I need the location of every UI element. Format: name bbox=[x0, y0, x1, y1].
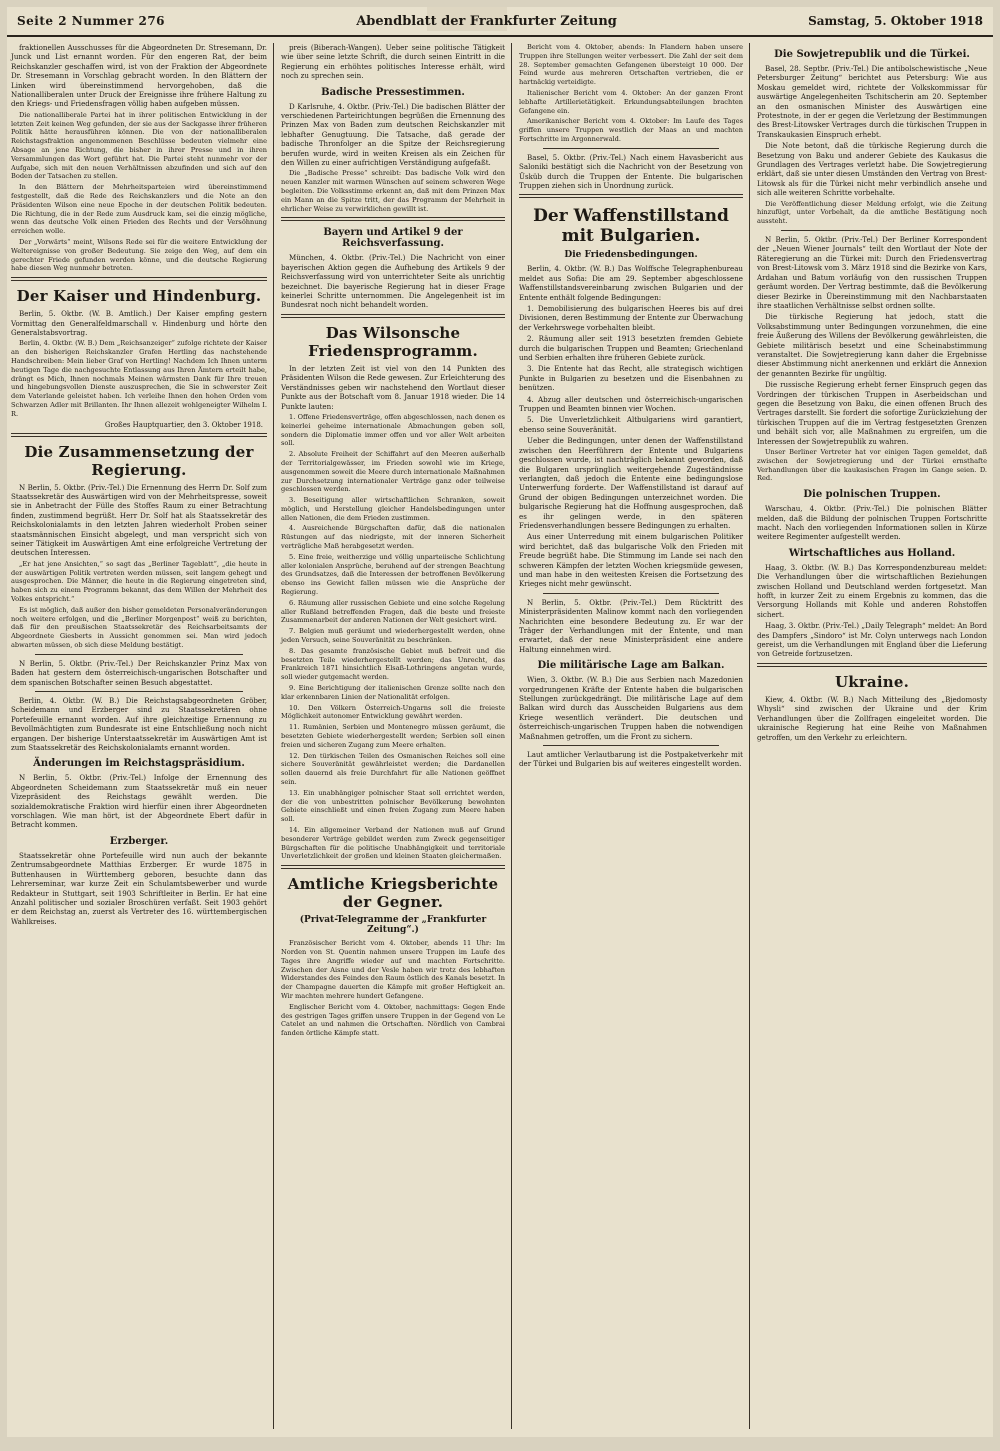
article-paragraph: Es ist möglich, daß außer den bisher gemeldeten Personalveränderungen noch weitere erfolgen, und die „Berliner Morgenpost“ weiß zu berichten, daß für den preußischen Staatssekretär des Reichsarbeitsamts der Abgeordnete Giesberts in Aussicht genommen sei. Man wird jedoch abwarten müssen, ob sich diese Meldung bestätigt. bbox=[11, 605, 267, 649]
article-paragraph: Der „Vorwärts“ meint, Wilsons Rede sei für die weitere Entwicklung der Weltereignisse von großer Bedeutung. Sie zeige den Weg, auf dem ein gerechter Friede gefunden werden könne, und die deutsche Regierung habe diesen Weg nunmehr betreten. bbox=[11, 238, 267, 273]
wilson-point: 11. Rumänien, Serbien und Montenegro müssen geräumt, die besetzten Gebiete wiederhergestellt werden; Serbien soll einen freien und sicheren Zugang zum Meere erhalten. bbox=[281, 723, 505, 749]
section-divider bbox=[11, 433, 267, 437]
wilson-point: 10. Den Völkern Österreich-Ungarns soll die freieste Möglichkeit autonomer Entwicklung gewährt werden. bbox=[281, 703, 505, 721]
short-rule bbox=[543, 745, 719, 746]
article-paragraph: Die Note betont, daß die türkische Regierung durch die Besetzung von Baku und anderer Gebiete des Kaukasus die Grundlagen des Vertrages verletzt habe. Die Sowjetregierung erklärt, daß sie unter diesen Umständen den Vertrag von Brest-Litowsk als für die Türkei nicht mehr verbindlich ansehe und sich alle weiteren Schritte vorbehalte. bbox=[757, 141, 988, 198]
wilson-point: 14. Ein allgemeiner Verband der Nationen muß auf Grund besonderer Verträge gebildet werden zum Zweck gegenseitiger Bürgschaften für die politische Unabhängigkeit und territoriale Unverletzlichkeit der großen und kleinen Staaten gleichermaßen. bbox=[281, 825, 505, 861]
article-paragraph: Ueber die Bedingungen, unter denen der Waffenstillstand zwischen den Heerführern der Entente und Bulgariens geschlossen wurde, ist nachträglich bekannt geworden, daß die Bulgaren ursprünglich weitergehende Zugeständnisse verlangten, daß jedoch die Entente eine bedingungslose Unterwerfung forderte. Der Waffenstillstand ist darauf auf Grund der obigen Bedingungen unterzeichnet worden. Die bulgarische Regierung hat die Hoffnung ausgesprochen, daß es ihr gelingen werde, in den späteren Friedensverhandlungen bessere Bedingungen zu erhalten. bbox=[519, 436, 743, 530]
wilson-point: 8. Das gesamte französische Gebiet muß befreit und die besetzten Teile wiederhergestellt werden; das Unrecht, das Frankreich 1871 hinsichtlich Elsaß-Lothringens angetan wurde, soll wieder gutgemacht werden. bbox=[281, 646, 505, 682]
wilson-point: 2. Absolute Freiheit der Schiffahrt auf den Meeren außerhalb der Territorialgewässer, im Frieden sowohl wie im Kriege, ausgenommen soweit die Meere durch internationale Maßnahmen zur Durchsetzung internationaler Verträge ganz oder teilweise geschlossen werden. bbox=[281, 450, 505, 494]
issue-date: Samstag, 5. Oktober 1918 bbox=[808, 14, 983, 28]
article-paragraph: D Karlsruhe, 4. Oktbr. (Priv.-Tel.) Die badischen Blätter der verschiedenen Parteirichtungen begrüßen die Ernennung des Prinzen Max von Baden zum deutschen Reichskanzler mit lebhafter Genugtuung. Die Tatsache, daß gerade der badische Thronfolger an die Spitze der Reichsregierung berufen wurde, wird in weiten Kreisen als ein Zeichen für den Willen zu einer aufrichtigen Verständigung aufgefaßt. bbox=[281, 101, 505, 168]
article-paragraph: Basel, 5. Oktbr. (Priv.-Tel.) Nach einem Havasbericht aus Saloniki bestätigt sich die Nachricht von der Besetzung von Üsküb durch die Truppen der Entente. Die bulgarischen Truppen ziehen sich in Unordnung zurück. bbox=[519, 152, 743, 190]
article-paragraph: Berlin, 4. Oktbr. (W. B.) Dem „Reichsanzeiger“ zufolge richtete der Kaiser an den bisherigen Reichskanzler Grafen Hertling das nachstehende Handschreiben: Mein lieber Graf von Hertling! Nachdem Ich Ihnen unterm heutigen Tage die nachgesuchte Entlassung aus Ihren Ämtern erteilt habe, drängt es Mich, Ihnen nochmals Meinen wärmsten Dank für Ihre treuen und hingebungsvollen Dienste auszusprechen, die Sie in schwerster Zeit dem Vaterlande geleistet haben. Ich verleihe Ihnen den hohen Orden vom Schwarzen Adler mit Brillanten. Ihr Ihnen allezeit wohlgeneigter Wilhelm I. R. bbox=[11, 339, 267, 418]
column-4 bbox=[753, 43, 991, 1429]
condition-item: 4. Abzug aller deutschen und österreichisch-ungarischen Truppen und Beamten binnen vier Wochen. bbox=[519, 394, 743, 414]
article-paragraph: Amerikanischer Bericht vom 4. Oktober: Im Laufe des Tages griffen unsere Truppen westlich der Maas an und machten Fortschritte im Argonnerwald. bbox=[519, 117, 743, 143]
headline-reichstagspraesidium: Änderungen im Reichstagspräsidium. bbox=[33, 758, 245, 770]
headline-badische-presse: Badische Pressestimmen. bbox=[321, 86, 465, 98]
section-divider bbox=[281, 865, 505, 869]
headline-bayern: Bayern und Artikel 9 der Reichsverfassung. bbox=[323, 227, 463, 250]
headline-balkan: Die militärische Lage am Balkan. bbox=[537, 660, 725, 672]
article-paragraph: Wien, 3. Oktbr. (W. B.) Die aus Serbien nach Mazedonien vorgedrungenen Kräfte der Entente haben die bulgarischen Stellungen zurückgedrängt. Die militärische Lage auf dem Balkan wird durch das Ausscheiden Bulgariens aus dem Kriege wesentlich verändert. Die deutschen und österreichisch-ungarischen Truppen haben die notwendigen Maßnahmen getroffen, um die Front zu sichern. bbox=[519, 675, 743, 741]
article-paragraph: Französischer Bericht vom 4. Oktober, abends 11 Uhr: Im Norden von St. Quentin nahmen unsere Truppen im Laufe des Tages ihre Angriffe wieder auf und machten Fortschritte. Zwischen der Aisne und der Vesle haben wir trotz des lebhaften Widerstandes des Feindes den Raum östlich des Kanals besetzt. In der Champagne dauerten die Kämpfe mit großer Heftigkeit an. Wir machten mehrere hundert Gefangene. bbox=[281, 939, 505, 1000]
article-paragraph: Staatssekretär ohne Portefeuille wird nun auch der bekannte Zentrumsabgeordnete Matthias Erzberger. Er wurde 1875 in Buttenhausen in Württemberg geboren, besuchte dann das Lehrerseminar, war kurze Zeit ein Schulamtsbewerber und wurde Redakteur in Stuttgart, seit 1903 Schriftleiter in Berlin. Er hat eine Anzahl politischer und sozialer Broschüren verfaßt. Seit 1903 gehört er dem Reichstag an, zuerst als Vertreter des 16. württembergischen Wahlkreises. bbox=[11, 850, 267, 926]
article-paragraph: Laut amtlicher Verlautbarung ist die Postpaketverkehr mit der Türkei und Bulgarien bis auf weiteres eingestellt worden. bbox=[519, 750, 743, 769]
article-paragraph: Bericht vom 4. Oktober, abends: In Flandern haben unsere Truppen ihre Stellungen weiter verbessert. Die Zahl der seit dem 28. September gemachten Gefangenen übersteigt 10 000. Der Feind wurde aus mehreren Ortschaften vertrieben, die er hartnäckig verteidigte. bbox=[519, 43, 743, 87]
article-paragraph: Die „Badische Presse“ schreibt: Das badische Volk wird den neuen Kanzler mit warmen Wünschen auf seinem schweren Wege begleiten. Die Volksstimme erkennt an, daß mit dem Prinzen Max ein Mann an die Spitze tritt, der das Programm der Mehrheit in ehrlicher Weise zu verwirklichen gewillt ist. bbox=[281, 169, 505, 213]
article-paragraph: „Er hat jene Ansichten,“ so sagt das „Berliner Tageblatt“, „die heute in der auswärtigen Politik vertreten werden müssen, seit langem gehegt und ausgesprochen. Die Männer, die heute in die Regierung eingetreten sind, haben sich zu einem Programm bekannt, das dem Willen der Mehrheit des Volkes entspricht.“ bbox=[11, 559, 267, 604]
short-rule bbox=[35, 654, 243, 655]
section-divider bbox=[281, 217, 505, 221]
article-paragraph: N Berlin, 5. Oktbr. (Priv.-Tel.) Der Reichskanzler Prinz Max von Baden hat gestern dem österreichisch-ungarischen Botschafter und dem spanischen Botschafter seinen Besuch abgestattet. bbox=[11, 658, 267, 687]
condition-item: 3. Die Entente hat das Recht, alle strategisch wichtigen Punkte in Bulgarien zu besetzen und die Eisenbahnen zu benützen. bbox=[519, 364, 743, 393]
section-divider bbox=[519, 194, 743, 198]
wilson-point: 7. Belgien muß geräumt und wiederhergestellt werden, ohne jeden Versuch, seine Souveränität zu beschränken. bbox=[281, 627, 505, 645]
article-paragraph: N Berlin, 5. Oktbr. (Priv.-Tel.) Der Berliner Korrespondent der „Neuen Wiener Journals“ teilt den Wortlaut der Note der Räteregierung an die Türkei mit: Durch den Friedensvertrag von Brest-Litowsk vom 3. März 1918 sind die Bezirke von Kars, Ardahan und Batum vorläufig von den russischen Truppen geräumt worden. Der Vertrag bestimmte, daß die Bevölkerung dieser Bezirke in Übereinstimmung mit den Nachbarstaaten ihre staatlichen Verhältnisse selbst ordnen sollte. bbox=[757, 235, 987, 310]
short-rule bbox=[35, 691, 243, 692]
column-1 bbox=[7, 43, 271, 1429]
column-2 bbox=[277, 43, 509, 1429]
article-paragraph: Englischer Bericht vom 4. Oktober, nachmittags: Gegen Ende des gestrigen Tages griffen unsere Truppen in der Gegend von Le Catelet an und nahmen die Ortschaften. Nördlich von Cambrai fanden örtliche Kämpfe statt. bbox=[281, 1002, 505, 1038]
subheadline: Die Friedensbedingungen. bbox=[564, 250, 698, 261]
article-paragraph: Italienischer Bericht vom 4. Oktober: An der ganzen Front lebhafte Artillerietätigkeit. Erkundungsabteilungen brachten Gefangene ein. bbox=[519, 88, 743, 115]
headline-waffenstillstand: Der Waffenstillstand mit Bulgarien. bbox=[533, 206, 729, 247]
column-rule bbox=[273, 43, 274, 1429]
article-paragraph: Basel, 28. Septbr. (Priv.-Tel.) Die antibolschewistische „Neue Petersburger Zeitung“ berichtet aus Petersburg: Wie aus Moskau gemeldet wird, richtete der Volkskommissar für auswärtige Angelegenheiten Tschitscherin am 20. September an den osmanischen Minister des Auswärtigen eine Protestnote, in der er gegen die Verletzung der Bestimmungen des Brest-Litowsker Vertrages durch die türkischen Truppen in Transkaukasien Einspruch erhebt. bbox=[757, 64, 987, 139]
article-paragraph: Berlin, 4. Oktbr. (W. B.) Das Wolffsche Telegraphenbureau meldet aus Sofia: Die am 29. September abgeschlossene Waffenstillstandsvereinbarung zwischen Bulgarien und der Entente enthält folgende Bedingungen: bbox=[519, 264, 743, 302]
article-paragraph: Berlin, 4. Oktbr. (W. B.) Die Reichstagsabgeordneten Gröber, Scheidemann und Erzberger sind zu Staatssekretären ohne Portefeuille ernannt worden. Auf ihre gleichzeitige Ernennung zu Bevollmächtigten zum Bundesrate ist eine Entschließung noch nicht ergangen. Der bisherige Unterstaatssekretär im Auswärtigen Amt ist zum Staatssekretär des Reichskolonialamts ernannt worden. bbox=[11, 696, 267, 753]
headline-kaiser-hindenburg: Der Kaiser und Hindenburg. bbox=[16, 287, 262, 306]
column-rule bbox=[749, 43, 750, 1429]
masthead bbox=[7, 7, 993, 37]
section-divider bbox=[281, 314, 505, 318]
headline-polnische-truppen: Die polnischen Truppen. bbox=[803, 489, 941, 501]
newspaper-title: Abendblatt der Frankfurter Zeitung bbox=[356, 13, 617, 29]
headline-wilson: Das Wilsonsche Friedensprogramm. bbox=[308, 323, 478, 360]
page-number: Seite 2 Nummer 276 bbox=[17, 14, 166, 28]
wilson-point: 3. Beseitigung aller wirtschaftlichen Schranken, soweit möglich, und Herstellung gleicher Handelsbedingungen unter allen Nationen, die dem Frieden zustimmen. bbox=[281, 496, 505, 522]
headline-kriegsberichte: Amtliche Kriegsberichte der Gegner. bbox=[287, 875, 499, 912]
article-paragraph: preis (Biberach-Wangen). Ueber seine politische Tätigkeit wie über seine letzte Schrift, die durch seinen Eintritt in die Regierung ein erhöhtes politisches Interesse erhält, wird noch zu sprechen sein. bbox=[281, 43, 505, 81]
article-paragraph: Berlin, 5. Oktbr. (W. B. Amtlich.) Der Kaiser empfing gestern Vormittag den Generalfeldmarschall v. Hindenburg und hörte den Generalstabsvortrag. bbox=[11, 309, 267, 337]
short-rule bbox=[543, 148, 719, 149]
article-paragraph: fraktionellen Ausschusses für die Abgeordneten Dr. Stresemann, Dr. Junck und List ernannt worden. Für den engeren Rat, der beim Reichskanzler geschaffen wird, ist von der Fraktion der Abgeordnete Dr. Stresemann in Vorschlag gebracht worden. In den Blättern der Linken wird übereinstimmend hervorgehoben, daß die Nationalliberalen unter Druck der Ereignisse ihre frühere Haltung zu den Kriegs- und Friedensfragen völlig haben aufgeben müssen. bbox=[11, 43, 267, 109]
wilson-point: 9. Eine Berichtigung der italienischen Grenze sollte nach den klar erkennbaren Linien der Nationalität erfolgen. bbox=[281, 684, 505, 701]
article-paragraph: Warschau, 4. Oktbr. (Priv.-Tel.) Die polnischen Blätter melden, daß die Bildung der polnischen Truppen Fortschritte macht. Nach den vorliegenden Informationen sollen in Kürze weitere Regimenter aufgestellt werden. bbox=[757, 504, 987, 542]
article-paragraph: N Berlin, 5. Oktbr. (Priv.-Tel.) Die Ernennung des Herrn Dr. Solf zum Staatssekretär des Auswärtigen wird von der Mehrheitspresse, soweit sie in Anbetracht der Fülle des Stoffes Raum zu einer Betrachtung finden, zustimmend begrüßt. Herr Dr. Solf hat als Staatssekretär des Reichskolonialamts in den letzten Jahren wiederholt Proben seiner staatsmännischen Einsicht abgelegt, und man verspricht sich von seiner Tätigkeit im Auswärtigen Amt eine erfolgreiche Vertretung der deutschen Interessen. bbox=[11, 482, 267, 558]
subheadline: (Privat-Telegramme der „Frankfurter Zeitung“.) bbox=[299, 915, 487, 936]
article-paragraph: Haag, 3. Oktbr. (W. B.) Das Korrespondenzbureau meldet: Die Verhandlungen über die wirtschaftlichen Beziehungen zwischen Holland und Deutschland werden fortgesetzt. Man hofft, in kurzer Zeit zu einem Ergebnis zu kommen, das die Versorgung Hollands mit Kohle und anderen Rohstoffen sichert. bbox=[757, 562, 987, 619]
article-paragraph: Aus einer Unterredung mit einem bulgarischen Politiker wird berichtet, daß das bulgarische Volk den Frieden mit Freude begrüßt habe. Die Stimmung im Lande sei nach den schweren Kämpfen der letzten Wochen kriegsmüde gewesen, und man habe in den weitesten Kreisen die Fortsetzung des Krieges nicht mehr gewünscht. bbox=[519, 532, 743, 589]
section-divider bbox=[757, 663, 987, 667]
newspaper-page bbox=[7, 7, 993, 1437]
column-rule bbox=[511, 43, 512, 1429]
headline-regierung: Die Zusammensetzung der Regierung. bbox=[24, 442, 254, 479]
section-divider bbox=[11, 277, 267, 281]
wilson-point: 5. Eine freie, weitherzige und völlig unparteiische Schlichtung aller kolonialen Ansprüche, beruhend auf der strengen Beachtung des Grundsatzes, daß die Interessen der betroffenen Bevölkerung ebenso ins Gewicht fallen müssen wie die Ansprüche der Regierung. bbox=[281, 552, 505, 597]
condition-item: 5. Die Unverletzlichkeit Altbulgariens wird garantiert, ebenso seine Souveränität. bbox=[519, 415, 743, 434]
article-paragraph: München, 4. Oktbr. (Priv.-Tel.) Die Nachricht von einer bayerischen Aktion gegen die Aufhebung des Artikels 9 der Reichsverfassung wird von unterrichteter Seite als unrichtig bezeichnet. Die bayerische Regierung hat in dieser Frage keinerlei Schritte unternommen. Die Angelegenheit ist im Bundesrat noch nicht behandelt worden. bbox=[281, 253, 505, 310]
wilson-point: 6. Räumung aller russischen Gebiete und eine solche Regelung aller Rußland betreffenden Fragen, daß die beste und freieste Zusammenarbeit der anderen Nationen der Welt gesichert wird. bbox=[281, 598, 505, 625]
condition-item: 1. Demobilisierung des bulgarischen Heeres bis auf drei Divisionen, deren Bestimmung der Entente zur Überwachung der Verkehrswege vorbehalten bleibt. bbox=[519, 304, 743, 332]
headline-holland: Wirtschaftliches aus Holland. bbox=[788, 547, 956, 559]
wilson-point: 1. Offene Friedensverträge, offen abgeschlossen, nach denen es keinerlei geheime internationale Abmachungen geben soll, sondern die Diplomatie immer offen und vor aller Welt arbeiten soll. bbox=[281, 412, 505, 448]
article-paragraph: Unser Berliner Vertreter hat vor einigen Tagen gemeldet, daß zwischen der Sowjetregierung und der Türkei ernsthafte Verhandlungen über die kaukasischen Fragen im Gange seien. D. Red. bbox=[757, 448, 987, 483]
headline-ukraine: Ukraine. bbox=[834, 672, 910, 691]
dateline: Großes Hauptquartier, den 3. Oktober 1918. bbox=[104, 420, 263, 429]
article-paragraph: Die nationalliberale Partei hat in ihrer politischen Entwicklung in der letzten Zeit keinen Weg gefunden, der sie aus der Sackgasse ihrer früheren Politik hätte herausführen können. Die von der nationalliberalen Reichstagsfraktion angenommenen Beschlüsse bedeuten vielmehr eine Absage an jene Richtung, die bisher in ihrer Presse und in ihren Versammlungen das Wort geführt hat. Die Partei steht nunmehr vor der Aufgabe, sich mit den neuen Verhältnissen abzufinden und sich auf den Boden der Tatsachen zu stellen. bbox=[11, 110, 267, 181]
short-rule bbox=[543, 593, 719, 594]
article-paragraph: In der letzten Zeit ist viel von den 14 Punkten des Präsidenten Wilson die Rede gewesen. Zur Erleichterung des Verständnisses geben wir nachstehend den Wortlaut dieser Punkte aus der Botschaft vom 8. Januar 1918 wieder. Die 14 Punkte lauten: bbox=[281, 363, 505, 411]
headline-sowjetrepublik: Die Sowjetrepublik und die Türkei. bbox=[774, 49, 970, 60]
article-paragraph: Die russische Regierung erhebt ferner Einspruch gegen das Vordringen der türkischen Truppen in Aserbeidschan und gegen die Besetzung von Baku, die einen offenen Bruch des Vertrages darstellt. Sie fordert die sofortige Zurückziehung der türkischen Truppen auf die im Vertrag festgesetzten Grenzen und behält sich vor, alle Maßnahmen zu ergreifen, um die Interessen der Sowjetrepublik zu wahren. bbox=[757, 380, 987, 446]
article-paragraph: N Berlin, 5. Oktbr. (Priv.-Tel.) Dem Rücktritt des Ministerpräsidenten Malinow kommt nach den vorliegenden Nachrichten eine besondere Bedeutung zu. Er war der Träger der Verhandlungen mit der Entente, und man erwartet, daß der neue Ministerpräsident eine andere Haltung einnehmen wird. bbox=[519, 597, 743, 654]
wilson-point: 12. Den türkischen Teilen des Osmanischen Reiches soll eine sichere Souveränität gewährleistet werden; die Dardanellen sollen dauernd als freie Durchfahrt für alle Nationen geöffnet sein. bbox=[281, 751, 505, 786]
headline-erzberger: Erzberger. bbox=[109, 835, 169, 847]
short-rule bbox=[781, 230, 963, 231]
column-3 bbox=[515, 43, 747, 1429]
article-paragraph: N Berlin, 5. Oktbr. (Priv.-Tel.) Infolge der Ernennung des Abgeordneten Scheidemann zum Staatssekretär muß ein neuer Vizepräsident des Reichstags gewählt werden. Die sozialdemokratische Fraktion wird hierfür einen ihrer Abgeordneten vorschlagen. Wie man hört, ist der Abgeordnete Ebert dafür in Betracht kommen. bbox=[11, 773, 267, 830]
article-paragraph: In den Blättern der Mehrheitsparteien wird übereinstimmend festgestellt, daß die Rede des Reichskanzlers und die Note an den Präsidenten Wilson eine neue Epoche in der deutschen Politik bedeuten. Die Richtung, die in der Rede zum Ausdruck kam, sei die einzig mögliche, wenn das deutsche Volk einen Frieden des Rechts und der Versöhnung erreichen wolle. bbox=[11, 183, 267, 236]
wilson-point: 13. Ein unabhängiger polnischer Staat soll errichtet werden, der die von unbestritten polnischer Bevölkerung bewohnten Gebiete einschließt und einen freien Zugang zum Meere haben soll. bbox=[281, 788, 505, 824]
article-paragraph: Die türkische Regierung hat jedoch, statt die Volksabstimmung unter Bedingungen vorzunehmen, die eine freie Äußerung des Willens der Bevölkerung gewährleisten, die Gebiete militärisch besetzt und eine Scheinabstimmung veranstaltet. Die Sowjetregierung kann daher die Ergebnisse dieser Abstimmung nicht anerkennen und erklärt die Annexion der genannten Bezirke für ungültig. bbox=[757, 312, 987, 378]
article-paragraph: Kiew, 4. Oktbr. (W. B.) Nach Mitteilung des „Bjedomosty Whysli“ sind zwischen der Ukraine und der Krim Verhandlungen über die Zollfragen eingeleitet worden. Die ukrainische Regierung hat eine Reihe von Maßnahmen getroffen, um den Verkehr zu erleichtern. bbox=[757, 694, 987, 742]
article-paragraph: Die Veröffentlichung dieser Meldung erfolgt, wie die Zeitung hinzufügt, unter Vorbehalt, da die amtliche Bestätigung noch aussteht. bbox=[757, 199, 987, 226]
wilson-point: 4. Ausreichende Bürgschaften dafür, daß die nationalen Rüstungen auf das niedrigste, mit der inneren Sicherheit verträgliche Maß herabgesetzt werden. bbox=[281, 524, 505, 551]
article-paragraph: Haag, 3. Oktbr. (Priv.-Tel.) „Daily Telegraph“ meldet: An Bord des Dampfers „Sindoro“ ist Mr. Colyn unterwegs nach London gereist, um die Verhandlungen mit England über die Lieferung von Getreide fortzusetzen. bbox=[757, 621, 987, 659]
condition-item: 2. Räumung aller seit 1913 besetzten fremden Gebiete durch die bulgarischen Truppen und Beamten; Griechenland und Serbien erhalten ihre früheren Gebiete zurück. bbox=[519, 334, 743, 363]
